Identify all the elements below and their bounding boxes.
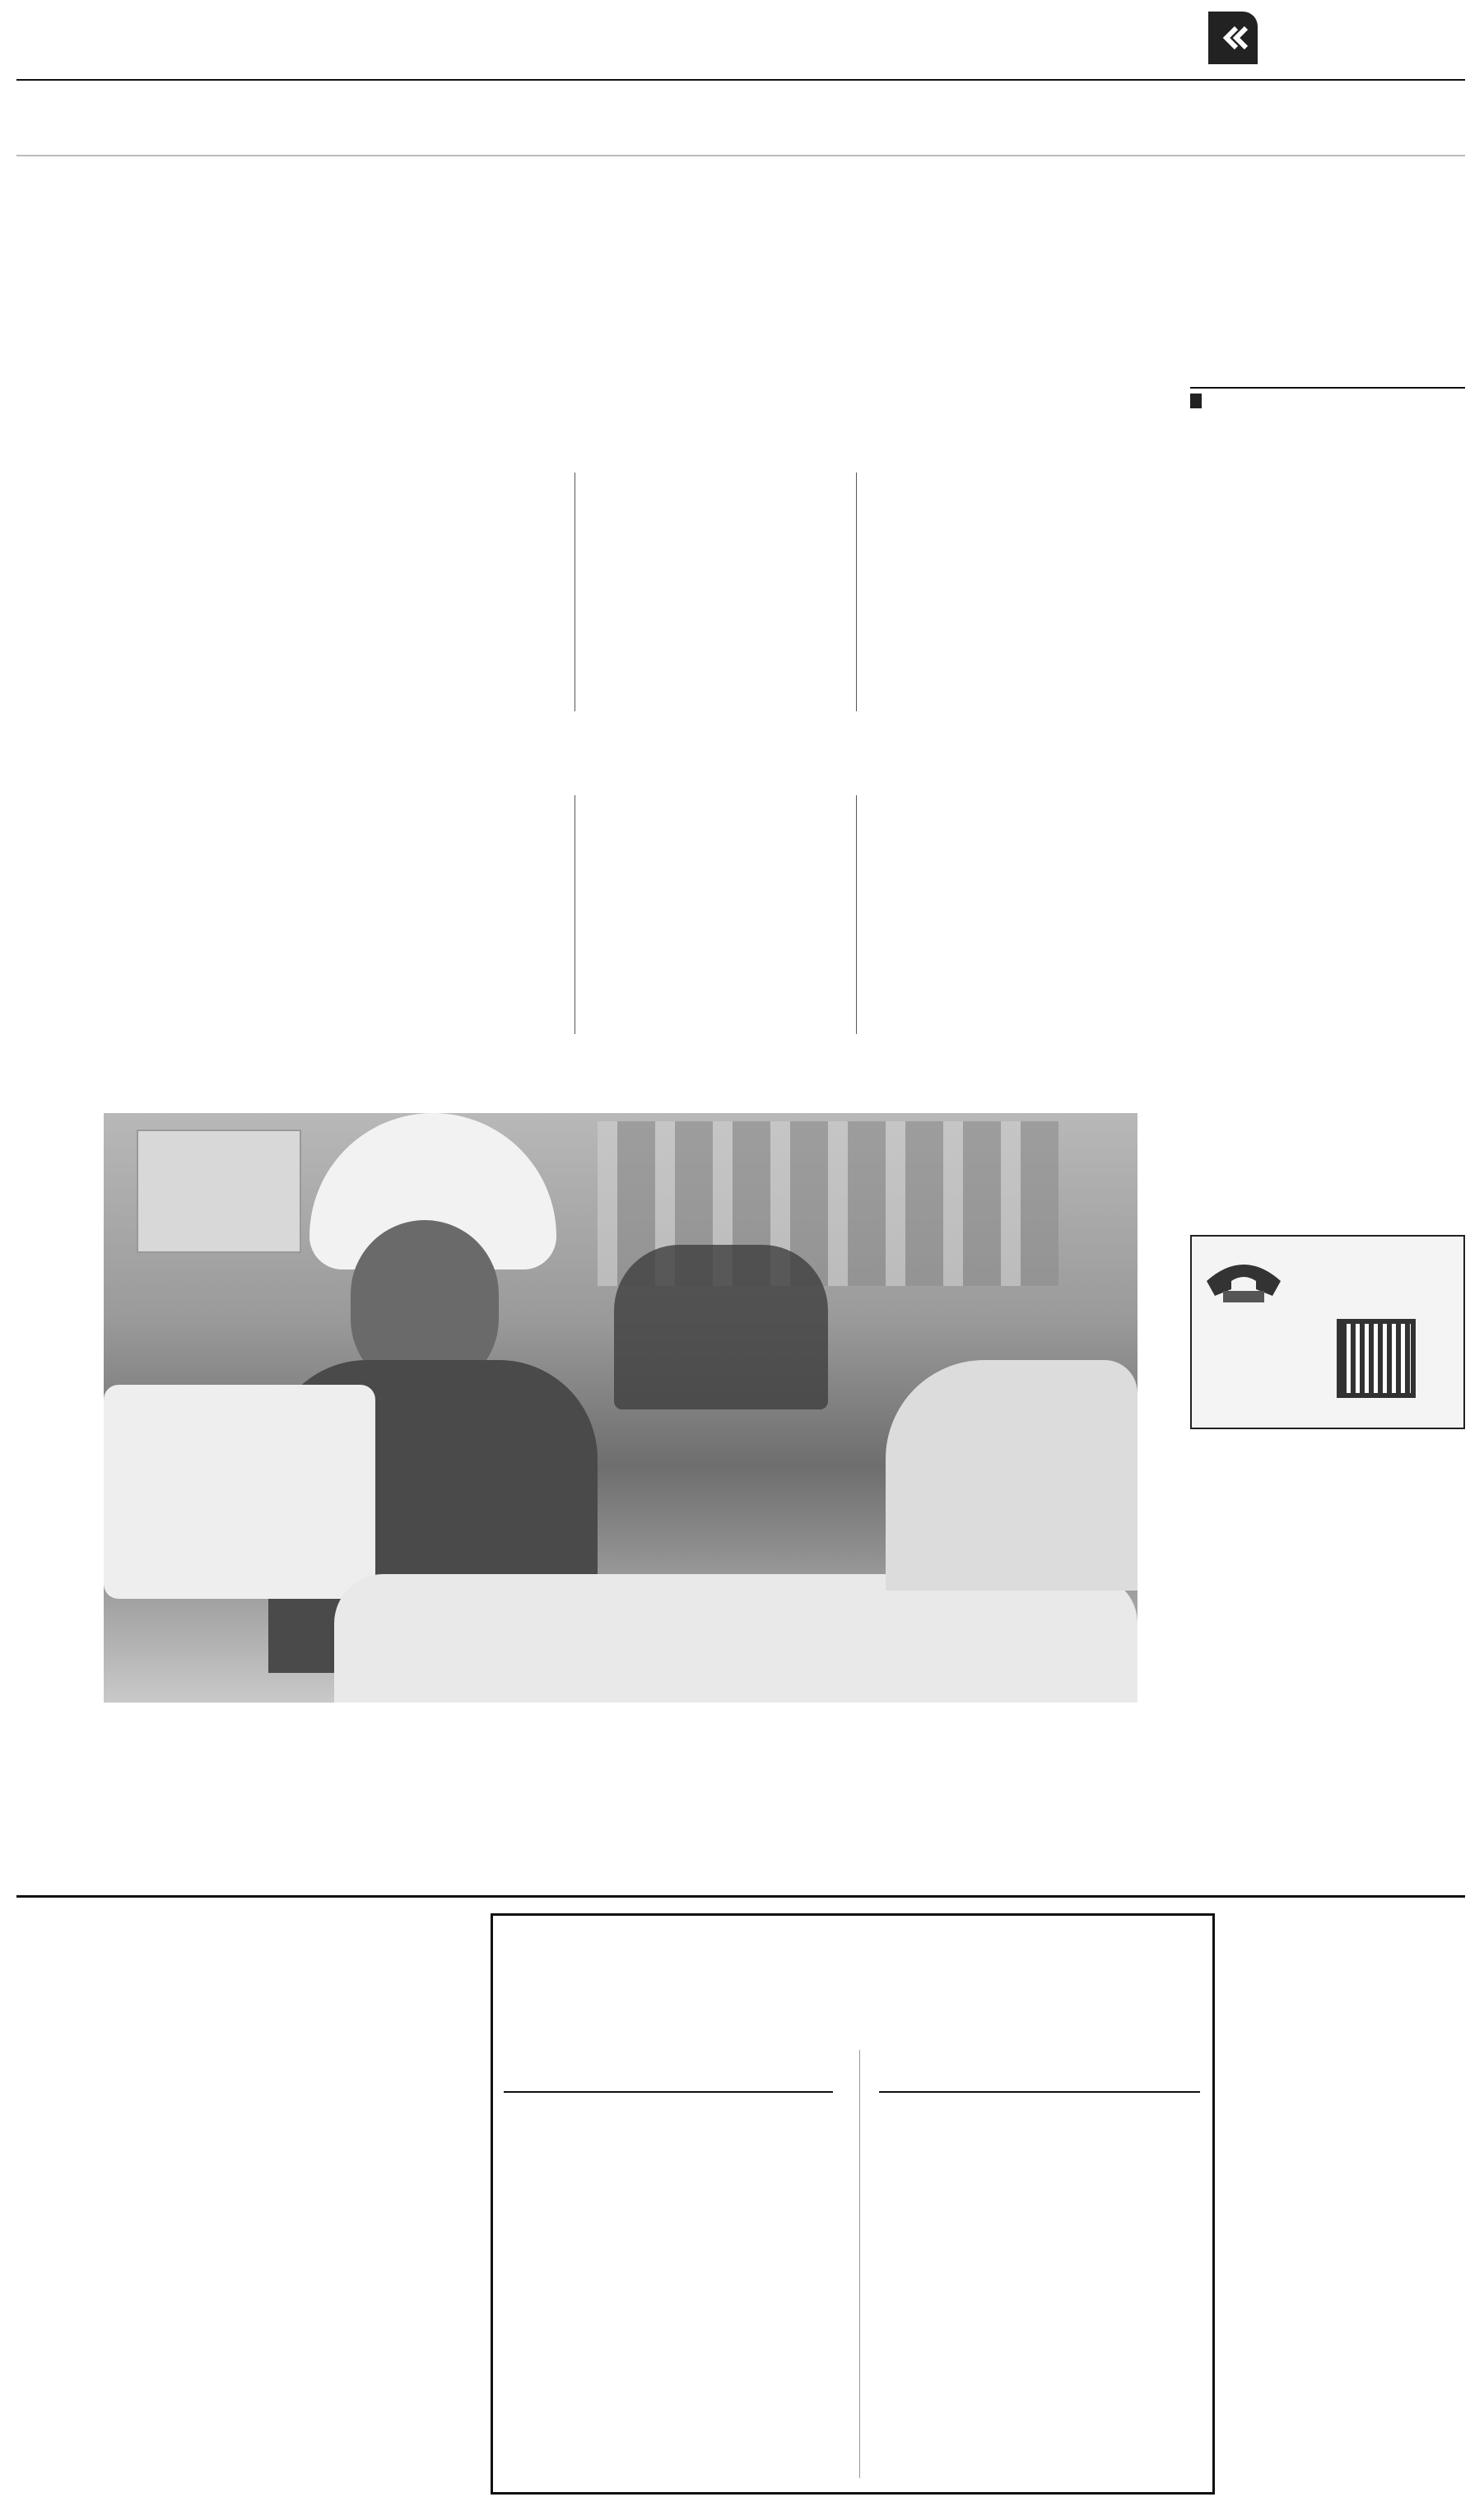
related-label-marker <box>1190 394 1202 408</box>
factory-photo <box>104 1113 1137 1703</box>
masthead-rule-right <box>1202 79 1465 81</box>
school-ad-box <box>491 1913 1215 2495</box>
lead-col-1 <box>0 0 247 247</box>
hotline-answer <box>1190 1528 1465 1866</box>
lead-col-2 <box>0 247 252 494</box>
hotline-banner <box>1190 1235 1465 1429</box>
col-divider <box>856 473 857 711</box>
photo-wall-sign <box>137 1130 301 1253</box>
school-right-rule <box>879 2091 1200 2093</box>
section-divider <box>16 1895 1465 1898</box>
qr-code-icon <box>1337 1319 1416 1398</box>
photo-clothes-pile <box>886 1360 1137 1591</box>
col-divider <box>856 795 857 1034</box>
section-tab-icon <box>1208 12 1258 64</box>
school-divider <box>859 2050 860 2478</box>
school-left-rule <box>504 2091 833 2093</box>
lead-intro <box>102 578 265 957</box>
phone-icon <box>1198 1248 1289 1306</box>
photo-fabric <box>334 1574 1137 1703</box>
related-p1 <box>1210 650 1463 873</box>
related-rule <box>1190 387 1465 389</box>
sewing-machine <box>104 1385 375 1599</box>
photo-background-workers <box>614 1245 828 1409</box>
expo-col-2 <box>0 1976 224 2470</box>
top-divider <box>16 155 1465 156</box>
masthead-rule <box>16 79 1202 81</box>
